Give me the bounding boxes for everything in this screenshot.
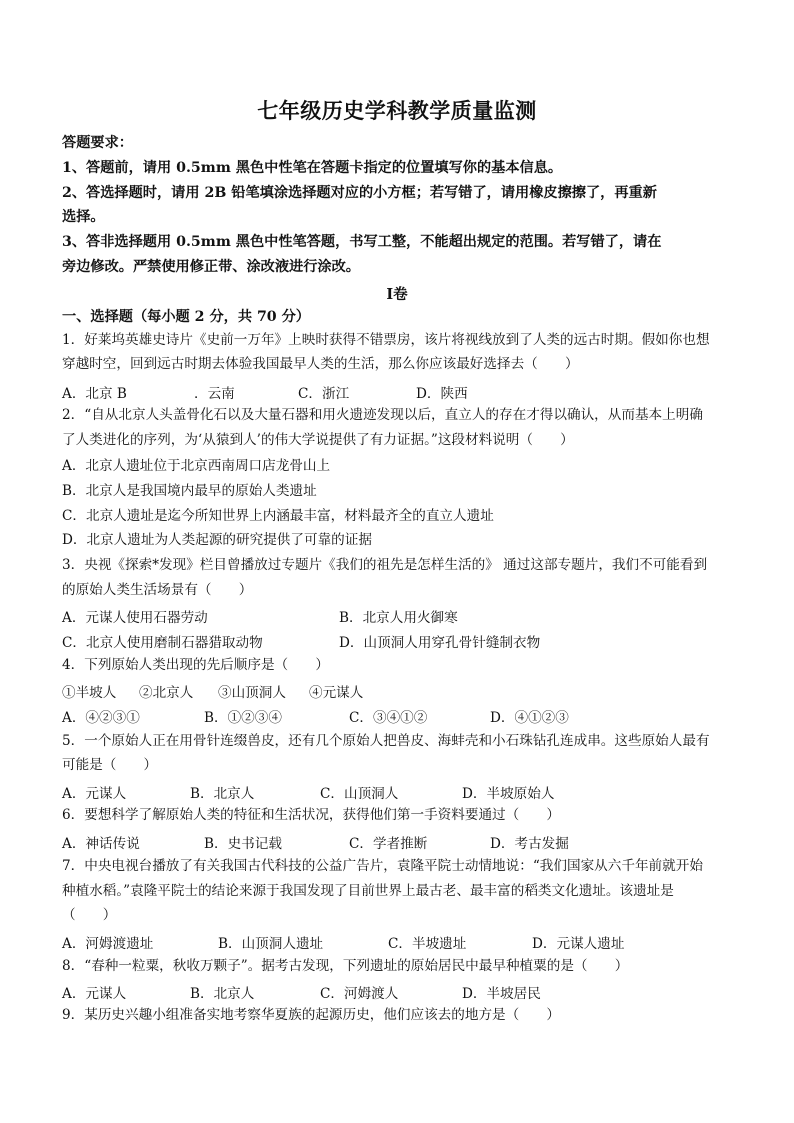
requirement-2-line-2: 选择。 [62, 209, 105, 225]
question-7-option-a: A．河姆渡遗址 [62, 936, 154, 952]
requirement-3-line-1: 3、答非选择题用 0.5mm 黑色中性笔答题，书写工整，不能超出规定的范围。若写错了，请在 [62, 234, 662, 250]
question-3-option-a: A．元谋人使用石器劳动 [62, 610, 208, 626]
question-5-option-c: C．山顶洞人 [320, 786, 399, 802]
question-1-option-c: C．浙江 [298, 386, 350, 402]
question-8-option-a: A．元谋人 [62, 986, 127, 1002]
question-6-line-1: 6．要想科学了解原始人类的特征和生活状况，获得他们第一手资料要通过（ ） [62, 807, 561, 823]
question-2-line-1: 2．“自从北京人头盖骨化石以及大量石器和用火遗迹发现以后，直立人的存在才得以确认，从而基本上明确 [62, 407, 703, 423]
question-8-option-b: B．北京人 [190, 986, 255, 1002]
question-5-option-a: A．元谋人 [62, 786, 127, 802]
question-6-option-c: C．学者推断 [349, 836, 428, 852]
question-7-option-d: D．元谋人遗址 [532, 936, 625, 952]
question-3-option-d: D．山顶洞人用穿孔骨针缝制衣物 [339, 635, 541, 651]
question-2-option-d: D．北京人遗址为人类起源的研究提供了可靠的证据 [62, 532, 372, 548]
question-3-line-2: 的原始人类生活场景有（ ） [62, 582, 253, 598]
question-4-item-4: ④元谋人 [309, 685, 364, 701]
question-7-line-1: 7．中央电视台播放了有关我国古代科技的公益广告片，袁隆平院士动情地说：“我们国家从六千年前就开始 [62, 858, 703, 874]
question-5-line-2: 可能是（ ） [62, 757, 158, 773]
question-2-option-c: C．北京人遗址是迄今所知世界上内涵最丰富，材料最齐全的直立人遗址 [62, 508, 494, 524]
question-3-line-1: 3．央视《探索*发现》栏目曾播放过专题片《我们的祖先是怎样生活的》 通过这部专题片，我们不可能看到 [62, 557, 708, 573]
question-4-option-a: A．④②③① [62, 710, 140, 726]
question-4-option-b: B．①②③④ [204, 710, 282, 726]
question-1-line-1: 1．好莱坞英雄史诗片《史前一万年》上映时获得不错票房，该片将视线放到了人类的远古时期。假如你也想 [62, 332, 710, 348]
question-7-line-2: 种植水稻。”袁隆平院士的结论来源于我国发现了目前世界上最古老、最丰富的稻类文化遗址。该遗址是 [62, 883, 674, 899]
question-4-option-d: D．④①②③ [490, 710, 569, 726]
question-5-line-1: 5．一个原始人正在用骨针连缀兽皮，还有几个原始人把兽皮、海蚌壳和小石珠钻孔连成串。这些原始人最有 [62, 733, 710, 749]
question-8-line-1: 8．“春种一粒粟，秋收万颗子”。据考古发现，下列遗址的原始居民中最早种植粟的是（ ） [62, 958, 629, 974]
question-6-option-a: A．神话传说 [62, 836, 140, 852]
question-7-line-3: （ ） [62, 907, 117, 923]
requirement-2-line-1: 2、答选择题时，请用 2B 铅笔填涂选择题对应的小方框；若写错了，请用橡皮擦擦了，再重新 [62, 185, 657, 201]
question-7-option-b: B．山顶洞人遗址 [218, 936, 324, 952]
question-8-option-c: C．河姆渡人 [320, 986, 399, 1002]
requirement-3-line-2: 旁边修改。严禁使用修正带、涂改液进行涂改。 [62, 259, 360, 275]
question-9-line-1: 9．某历史兴趣小组准备实地考察华夏族的起源历史，他们应该去的地方是（ ） [62, 1007, 561, 1023]
question-4-item-3: ③山顶洞人 [218, 685, 286, 701]
requirement-1: 1、答题前，请用 0.5mm 黑色中性笔在答题卡指定的位置填写你的基本信息。 [62, 160, 563, 176]
question-4-item-2: ②北京人 [139, 685, 194, 701]
question-5-option-b: B．北京人 [190, 786, 255, 802]
question-5-option-d: D．半坡原始人 [462, 786, 555, 802]
question-4-item-1: ①半坡人 [62, 685, 117, 701]
question-3-option-b: B．北京人用火御寒 [339, 610, 458, 626]
question-6-option-d: D．考古发掘 [490, 836, 569, 852]
page-title: 七年级历史学科教学质量监测 [257, 98, 537, 123]
question-1-option-a: A．北京 B [62, 386, 127, 402]
question-1-option-d: D．陕西 [416, 386, 468, 402]
question-4-option-c: C．③④①② [349, 710, 428, 726]
question-3-option-c: C．北京人使用磨制石器猎取动物 [62, 635, 263, 651]
question-1-option-b: ．云南 [194, 386, 235, 402]
question-7-option-c: C．半坡遗址 [388, 936, 467, 952]
question-8-option-d: D．半坡居民 [462, 986, 541, 1002]
part-title: 一、选择题（每小题 2 分，共 70 分） [62, 309, 310, 325]
question-6-option-b: B．史书记载 [204, 836, 282, 852]
requirements-heading: 答题要求： [62, 135, 133, 151]
question-2-line-2: 了人类进化的序列，为‘从猿到人’的伟大学说提供了有力证据。”这段材料说明（ ） [62, 432, 574, 448]
question-4-line-1: 4．下列原始人类出现的先后顺序是（ ） [62, 657, 329, 673]
section-heading: Ⅰ卷 [386, 286, 408, 303]
question-2-option-b: B．北京人是我国境内最早的原始人类遗址 [62, 483, 317, 499]
question-1-line-2: 穿越时空，回到远古时期去体验我国最早人类的生活，那么你应该最好选择去（ ） [62, 356, 579, 372]
question-2-option-a: A．北京人遗址位于北京西南周口店龙骨山上 [62, 458, 331, 474]
